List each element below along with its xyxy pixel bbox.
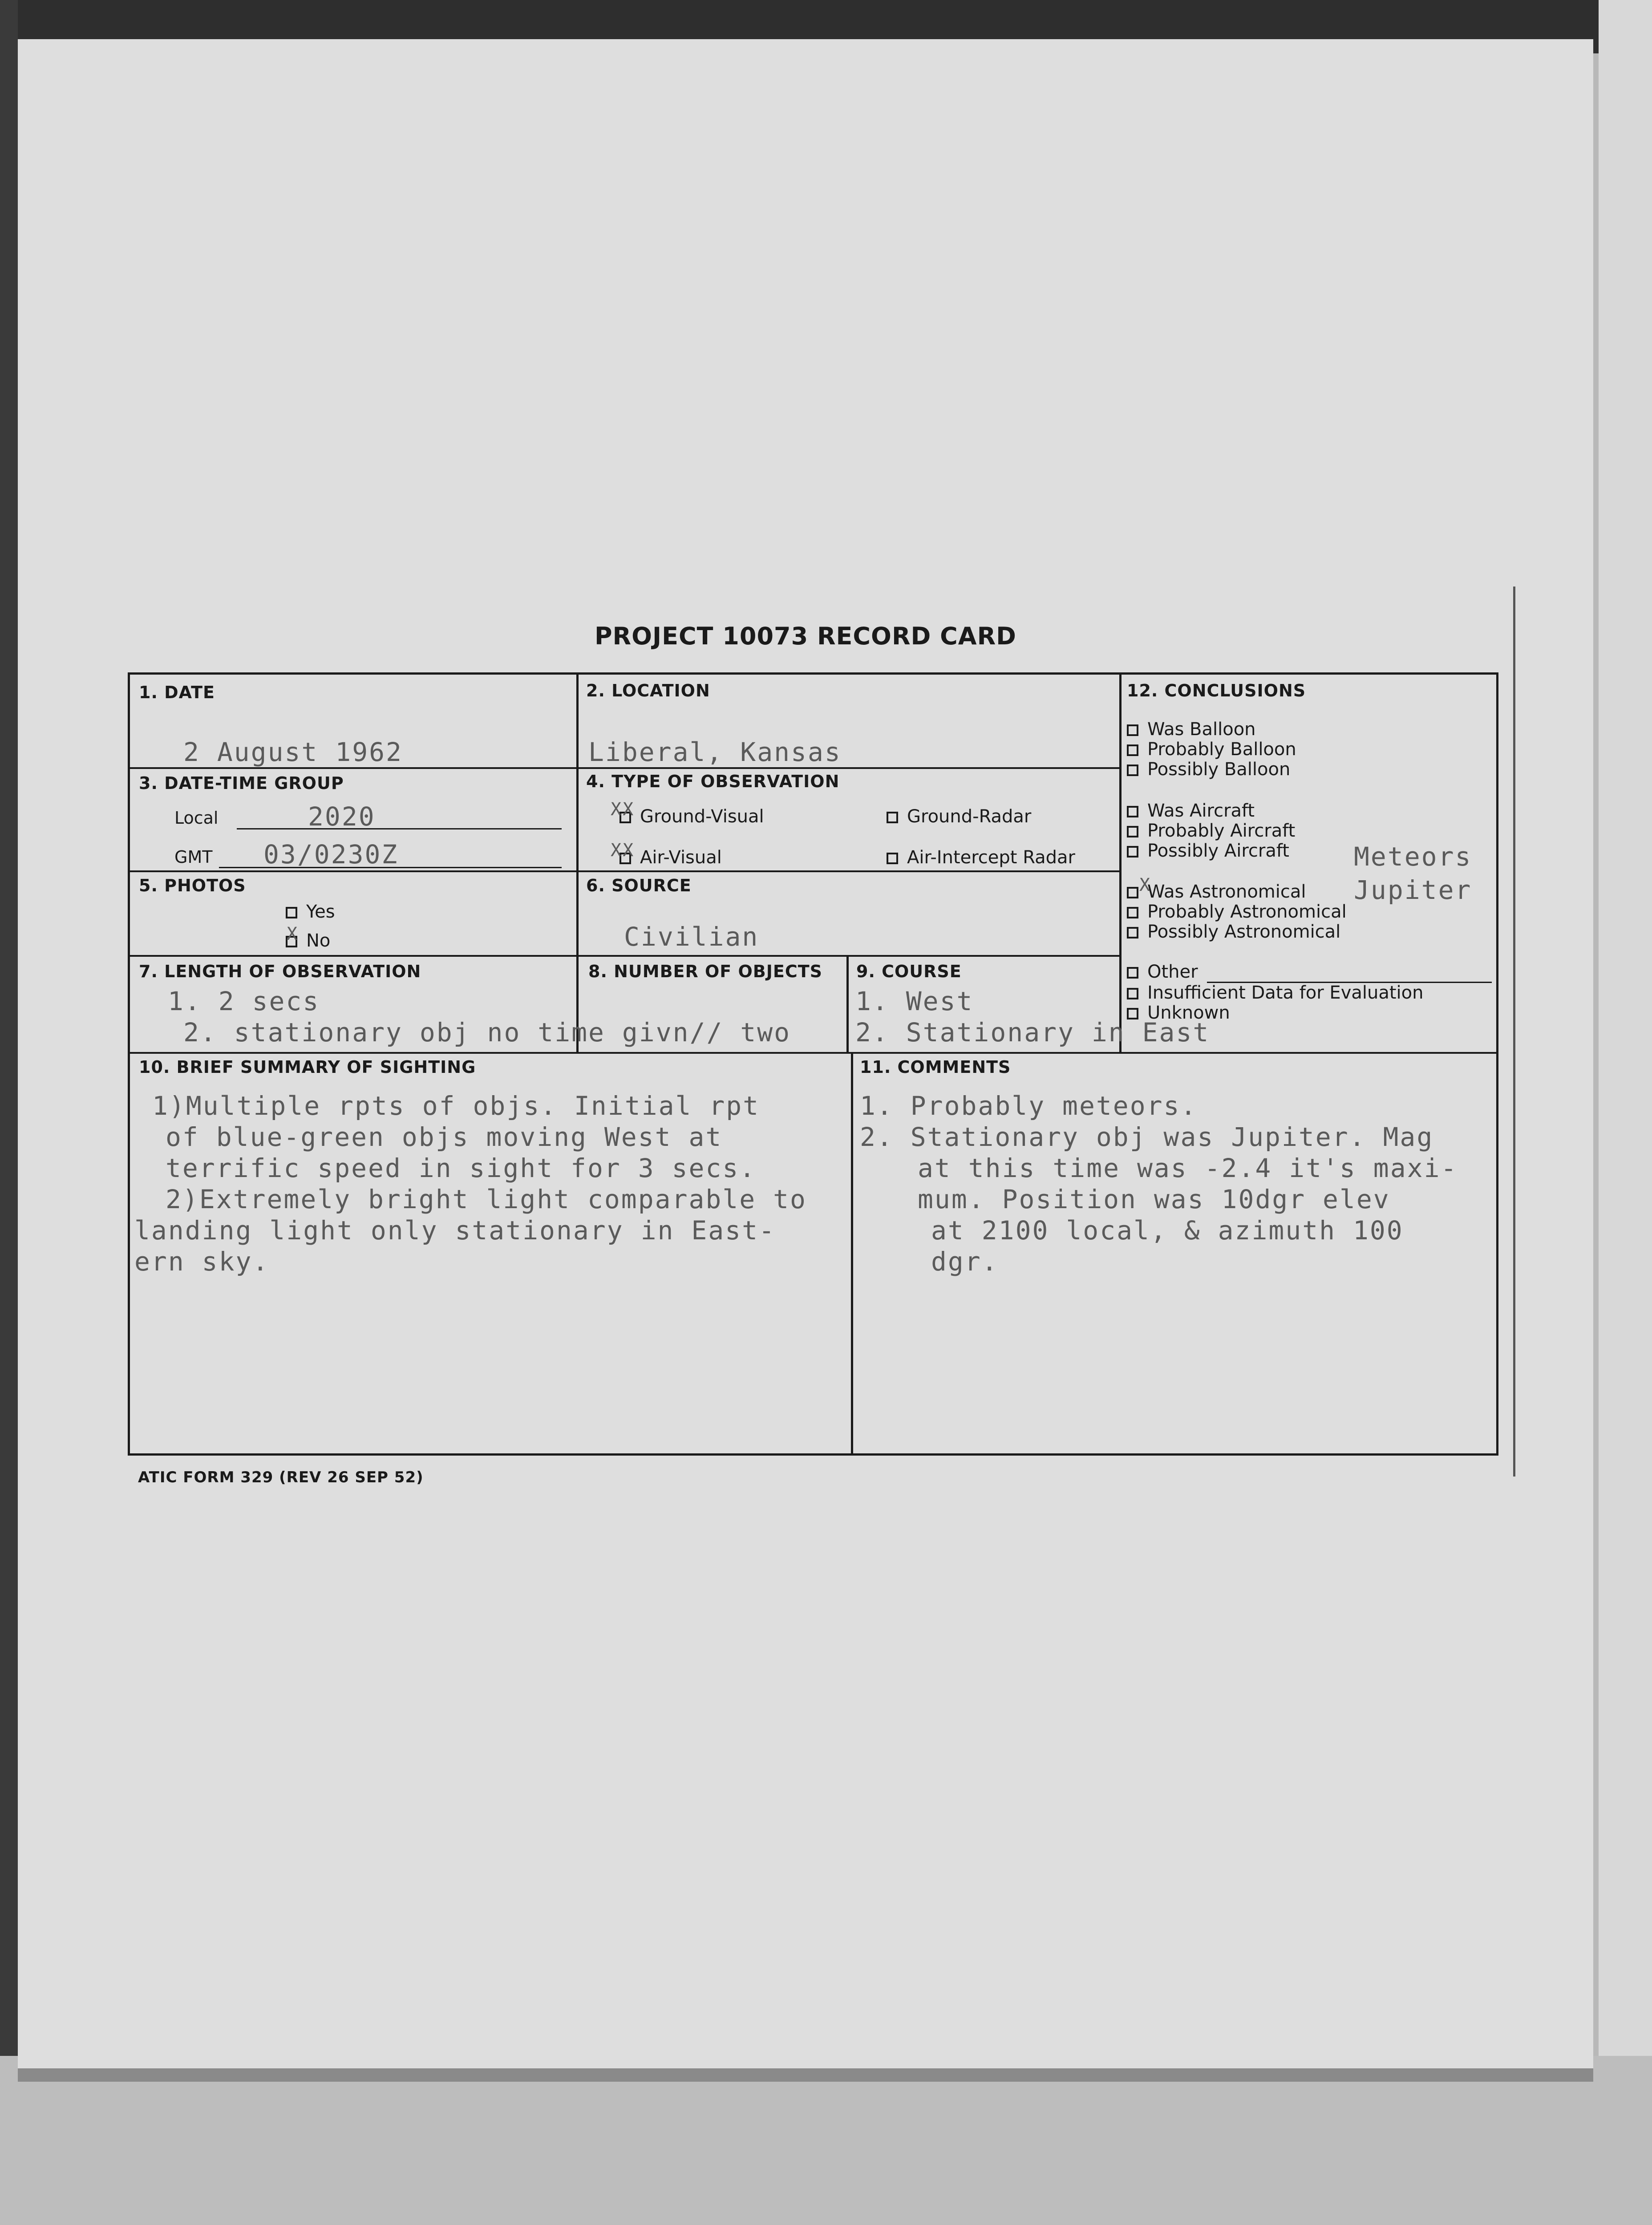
form-number: ATIC FORM 329 (REV 26 SEP 52) [138, 1468, 424, 1486]
divider-col-12 [1119, 675, 1122, 1052]
checkbox-icon [1127, 967, 1138, 979]
divider-row-2 [130, 870, 1119, 872]
conclusion-other [1127, 962, 1198, 982]
photos-no-text: No [306, 930, 331, 951]
conclusion-text: Probably Aircraft [1147, 821, 1296, 841]
photos-yes-checkbox [286, 907, 297, 918]
checkbox-icon [1127, 988, 1138, 999]
conclusion-text: Unknown [1147, 1003, 1230, 1023]
number-label: 8. NUMBER OF OBJECTS [588, 962, 823, 981]
checkbox-icon [1127, 724, 1138, 736]
conclusion-text: Probably Astronomical [1147, 902, 1347, 922]
type-ground-visual [620, 806, 764, 827]
dtg-local-value: 2020 [308, 801, 376, 832]
length-line-1: 1. 2 secs [168, 986, 320, 1016]
scan-left-edge [0, 0, 18, 2225]
location-label: 2. LOCATION [586, 681, 710, 700]
type-ground-radar [887, 806, 1031, 827]
checkbox-icon [1127, 887, 1138, 898]
summary-label: 10. BRIEF SUMMARY OF SIGHTING [139, 1057, 476, 1077]
dtg-local-line [237, 828, 562, 829]
divider-row-1 [130, 767, 1119, 769]
conclusion-probably-aircraft [1127, 821, 1295, 841]
conclusion-text: Was Balloon [1147, 719, 1256, 740]
comments-line-6: dgr. [931, 1246, 999, 1277]
date-value: 2 August 1962 [183, 737, 403, 767]
divider-col-8-9 [846, 955, 849, 1053]
summary-line-5: landing light only stationary in East- [134, 1215, 776, 1246]
record-card [128, 672, 1498, 1456]
air-intercept-checkbox [887, 853, 898, 864]
conclusion-was-balloon [1127, 719, 1256, 740]
summary-line-2: of blue-green objs moving West at [166, 1122, 723, 1152]
conclusion-note-jupiter: Jupiter [1354, 875, 1472, 905]
conclusion-probably-balloon [1127, 739, 1296, 760]
checkbox-icon [1127, 846, 1138, 858]
scan-right-edge [1599, 0, 1652, 2225]
source-value: Civilian [624, 922, 759, 952]
type-air-visual [620, 847, 722, 868]
conclusion-text: Probably Balloon [1147, 739, 1296, 760]
comments-line-5: at 2100 local, & azimuth 100 [931, 1215, 1404, 1246]
location-value: Liberal, Kansas [588, 737, 842, 767]
conclusion-insufficient [1127, 983, 1423, 1003]
conclusions-label: 12. CONCLUSIONS [1127, 681, 1306, 700]
ground-radar-checkbox [887, 812, 898, 823]
length-label: 7. LENGTH OF OBSERVATION [139, 962, 421, 981]
photos-label: 5. PHOTOS [139, 876, 246, 895]
margin-line [1513, 587, 1515, 1477]
record-sheet [18, 39, 1593, 2082]
checkbox-icon [1127, 765, 1138, 776]
checkbox-icon [1127, 1008, 1138, 1019]
course-label: 9. COURSE [856, 962, 962, 981]
divider-col-1 [576, 675, 579, 1052]
ground-visual-text: Ground-Visual [640, 806, 764, 827]
conclusion-text: Other [1147, 962, 1198, 982]
length-line-2: 2. stationary obj no time givn// two [183, 1017, 791, 1048]
conclusion-note-meteors: Meteors [1354, 841, 1472, 872]
checkbox-icon [1127, 826, 1138, 837]
checkbox-icon [1127, 927, 1138, 939]
comments-line-1: 1. Probably meteors. [860, 1091, 1198, 1121]
type-air-intercept [887, 847, 1075, 868]
conclusion-text: Insufficient Data for Evaluation [1147, 983, 1424, 1003]
photos-yes-text: Yes [306, 902, 335, 922]
source-label: 6. SOURCE [586, 876, 692, 895]
conclusion-text: Possibly Astronomical [1147, 922, 1341, 942]
conclusion-possibly-astronomical [1127, 922, 1340, 942]
conclusion-possibly-balloon [1127, 759, 1290, 780]
air-visual-x-mark: XX [611, 840, 635, 861]
comments-line-2: 2. Stationary obj was Jupiter. Mag [860, 1122, 1434, 1152]
divider-row-3 [130, 955, 1119, 957]
photos-yes [286, 902, 335, 922]
card-title: PROJECT 10073 RECORD CARD [594, 622, 1016, 650]
conclusion-text: Possibly Balloon [1147, 759, 1291, 780]
conclusion-text: Was Aircraft [1147, 801, 1255, 821]
conclusion-possibly-aircraft [1127, 841, 1289, 861]
type-label: 4. TYPE OF OBSERVATION [586, 772, 840, 791]
date-label: 1. DATE [139, 683, 215, 702]
conclusion-unknown [1127, 1003, 1230, 1023]
conclusion-text: Possibly Aircraft [1147, 841, 1289, 861]
divider-row-4 [130, 1052, 1498, 1054]
course-line-2: 2. Stationary in East [855, 1017, 1210, 1048]
comments-line-3: at this time was -2.4 it's maxi- [918, 1153, 1458, 1183]
dtg-label: 3. DATE-TIME GROUP [139, 773, 344, 793]
ground-radar-text: Ground-Radar [907, 806, 1032, 827]
summary-line-3: terrific speed in sight for 3 secs. [166, 1153, 757, 1183]
astronomical-x-mark: X [1139, 875, 1152, 895]
course-line-1: 1. West [855, 986, 974, 1016]
ground-visual-x-mark: XX [611, 799, 635, 820]
photos-no-x-mark: X [287, 924, 299, 944]
comments-label: 11. COMMENTS [860, 1057, 1011, 1077]
dtg-gmt-value: 03/0230Z [263, 839, 399, 870]
conclusion-was-aircraft [1127, 801, 1255, 821]
checkbox-icon [1127, 744, 1138, 756]
dtg-gmt-label: GMT [174, 847, 213, 867]
dtg-local-label: Local [174, 808, 219, 828]
conclusion-text: Was Astronomical [1147, 882, 1306, 902]
conclusion-was-astronomical [1127, 882, 1306, 902]
checkbox-icon [1127, 806, 1138, 817]
divider-col-10-11 [851, 1052, 853, 1455]
summary-line-6: ern sky. [134, 1246, 270, 1277]
comments-line-4: mum. Position was 10dgr elev [918, 1184, 1390, 1214]
conclusion-probably-astronomical [1127, 902, 1347, 922]
summary-line-4: 2)Extremely bright light comparable to [166, 1184, 807, 1214]
summary-line-1: 1)Multiple rpts of objs. Initial rpt [152, 1091, 760, 1121]
air-visual-text: Air-Visual [640, 847, 722, 868]
air-intercept-text: Air-Intercept Radar [907, 847, 1075, 868]
checkbox-icon [1127, 907, 1138, 918]
